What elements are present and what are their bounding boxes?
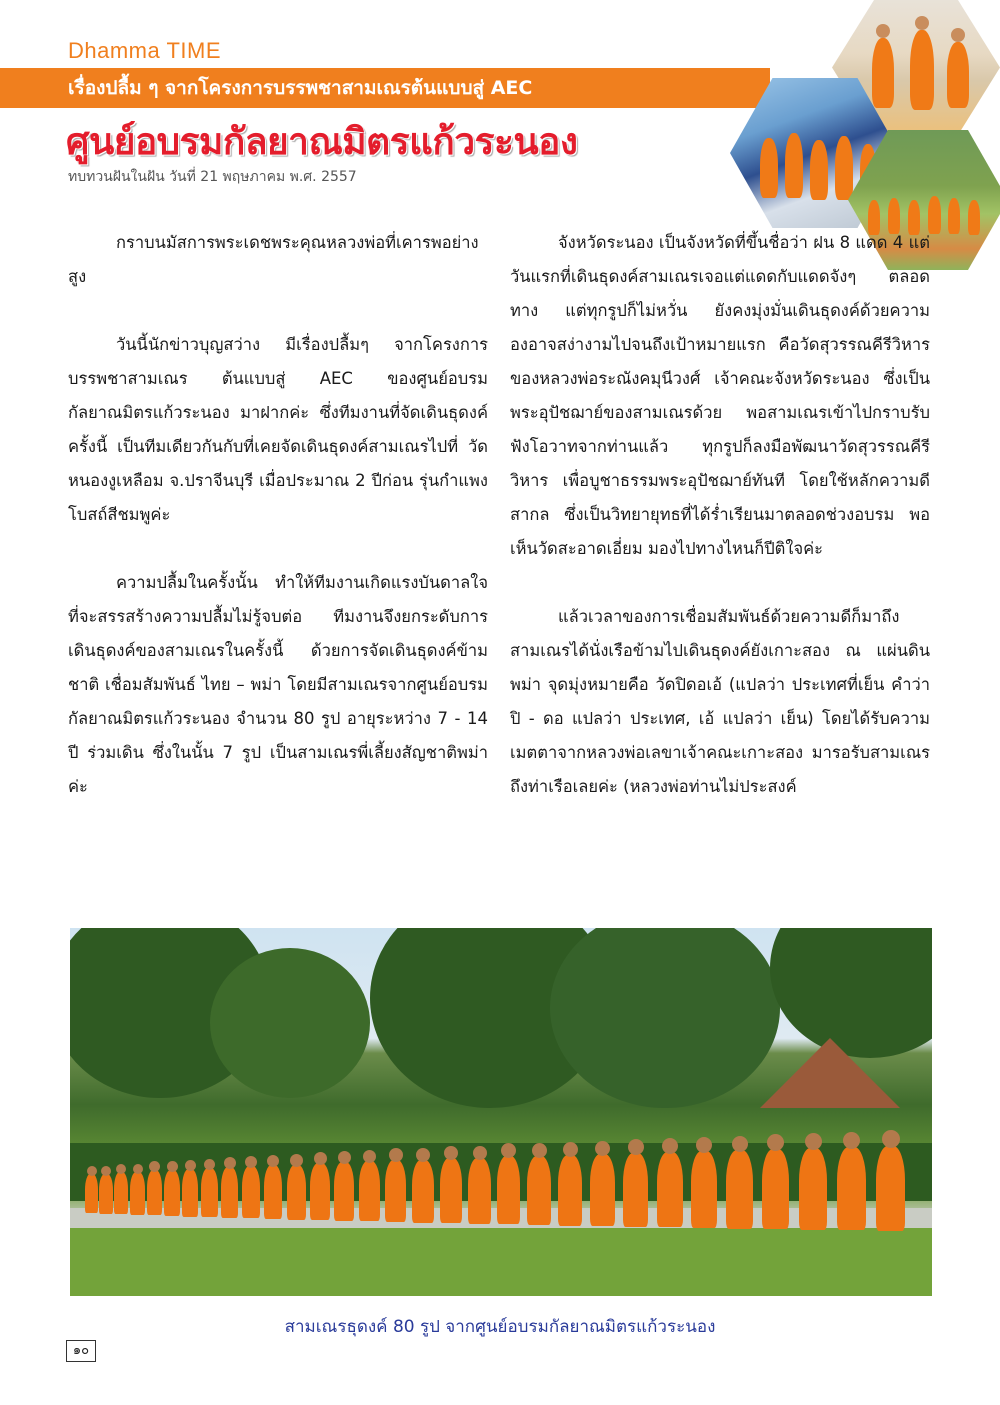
monk-figure [837,1147,866,1230]
monk-figure [657,1152,683,1227]
paragraph: จังหวัดระนอง เป็นจังหวัดที่ขึ้นชื่อว่า ฝน 8 แดด 4 แต่วันแรกที่เดินธุดงค์สามเณรเจอแต่แดดกับแดดจังๆ ตลอดทาง แต่ทุกรูปก็ไม่หวั่น ยังคงมุ่งมั่นเดินธุดงค์ด้วยความองอาจสง่างามไปจนถึงเป้าหมายแรก คือวัดสุวรรณคีรีวิหาร ของหลวงพ่อระณังคมุนีวงศ์ เจ้าคณะจังหวัดระนอง ซึ่งเป็นพระอุปัชฌาย์ของสามเณรด้วย พอสามเณรเข้าไปกราบรับฟังโอวาทจากท่านแล้ว ทุกรูปก็ลงมือพัฒนาวัดสุวรรณคีรีวิหาร เพื่อบูชาธรรมพระอุปัชฌาย์ทันที โดยใช้หลักความดีสากล ซึ่งเป็นวิทยายุทธที่ได้ร่ำเรียนมาตลอดช่วงอบรม พอเห็นวัดสะอาดเอี่ยม มองไปทางไหนก็ปีติใจค่ะ [510,233,930,558]
monk-figure [799,1148,827,1230]
monk-figure [130,1172,145,1215]
monk-figure [182,1169,198,1217]
monk-head [185,1160,196,1171]
paragraph: แล้วเวลาของการเชื่อมสัมพันธ์ด้วยความดีก็มาถึง สามเณรได้นั่งเรือข้ามไปเดินธุดงค์ยังเกาะสอง ณ แผ่นดินพม่า จุดมุ่งหมายคือ วัดปิดอเอ้ (แปลว่า ประเทศที่เย็น คำว่า ปิ - ดอ แปลว่า ประเทศ, เอ้ แปลว่า เย็น) โดยได้รับความเมตตาจากหลวงพ่อเลขาเจ้าคณะเกาะสอง มารอรับสามเณรถึงท่าเรือเลยค่ะ (หลวงพ่อท่านไม่ประสงค์ [510,607,930,796]
monk-figure [527,1156,551,1225]
monk-figure [726,1150,753,1229]
monk-figure [221,1167,238,1218]
monk-head [149,1161,160,1172]
monk-head [767,1134,784,1151]
monk-figure [85,1174,98,1213]
monk-figure [147,1170,162,1215]
monk-figure [623,1153,648,1227]
paragraph: ความปลื้มในครั้งนั้น ทำให้ทีมงานเกิดแรงบันดาลใจ ที่จะสรรสร้างความปลื้มไม่รู้จบต่อ ทีมงานจึงยกระดับการเดินธุดงค์ของสามเณรในครั้งนี้ ด้วยการจัดเดินธุดงค์ข้ามชาติ เชื่อมสัมพันธ์ ไทย – พม่า โดยมีสามเณรจากศูนย์อบรม กัลยาณมิตรแก้วระนอง จำนวน 80 รูป อายุระหว่าง 7 - 14 ปี ร่วมเดิน ซึ่งในนั้น 7 รูป เป็นสามเณรพี่เลี้ยงสัญชาติพม่าค่ะ [68,573,488,796]
photo-caption: สามเณรธุดงค์ 80 รูป จากศูนย์อบรมกัลยาณมิตรแก้วระนอง [284,1317,716,1337]
monk-figure [99,1174,113,1214]
monk-head [101,1166,111,1176]
monk-figure [468,1158,491,1224]
page-subtitle: ทบทวนฝันในฝัน วันที่ 21 พฤษภาคม พ.ศ. 2557 [68,169,357,185]
monk-head [363,1150,376,1163]
monk-figure [164,1170,180,1216]
monk-head [389,1148,403,1162]
monk-figure [440,1158,462,1223]
monk-head [843,1132,860,1149]
monk-head [473,1146,487,1160]
monk-head [662,1138,678,1154]
monk-head [732,1136,748,1152]
monk-head [133,1164,143,1174]
main-photo-monks-procession [70,928,932,1296]
monk-figure [590,1154,615,1226]
monk-head [444,1146,458,1160]
page-number: ๑๐ [66,1340,96,1362]
monk-head [805,1133,822,1150]
monk-head [338,1151,351,1164]
monk-head [245,1156,257,1168]
monk-figure [876,1146,905,1231]
monk-head [116,1164,126,1174]
page-title: ศูนย์อบรมกัลยาณมิตรแก้วระนอง [66,120,578,163]
monk-figure [201,1168,218,1217]
monk-figure [310,1163,330,1220]
monk-head [290,1154,303,1167]
article-column-left [68,226,488,838]
monk-head [628,1139,644,1155]
monk-figure [359,1161,380,1221]
monk-head [563,1142,578,1157]
monk-head [167,1161,178,1172]
monk-head [696,1137,712,1153]
article-column-right [510,226,930,838]
monk-figure [558,1155,582,1226]
monk-figure [497,1156,520,1224]
monk-head [267,1155,279,1167]
monk-figure [114,1172,128,1214]
monk-head [204,1159,215,1170]
monk-head [882,1130,900,1148]
monk-head [501,1143,516,1158]
banner-text: เรื่องปลื้ม ๆ จากโครงการบรรพชาสามเณรต้นแบบสู่ AEC [68,77,533,99]
monk-figure [412,1160,434,1223]
monk-head [87,1166,97,1176]
monk-figure [691,1151,717,1228]
monk-head [224,1157,236,1169]
paragraph: กราบนมัสการพระเดชพระคุณหลวงพ่อที่เคารพอย่างสูง [68,233,479,286]
monk-head [314,1152,327,1165]
section-label: Dhamma TIME [68,38,222,63]
monk-head [595,1141,610,1156]
monk-figure [242,1166,260,1218]
monk-figure [287,1165,306,1220]
monk-head [532,1143,547,1158]
monk-figure [762,1149,789,1229]
monk-figure [385,1160,406,1222]
monk-figure [334,1162,354,1221]
monk-figure [264,1165,282,1219]
monk-head [416,1148,430,1162]
paragraph: วันนี้นักข่าวบุญสว่าง มีเรื่องปลื้มๆ จากโครงการบรรพชาสามเณร ต้นแบบสู่ AEC ของศูนย์อบรม กัลยาณมิตรแก้วระนอง มาฝากค่ะ ซึ่งทีมงานที่จัดเดินธุดงค์ครั้งนี้ เป็นทีมเดียวกันกับที่เคยจัดเดินธุดงค์สามเณรไปที่ วัดหนองงูเหลือม จ.ปราจีนบุรี เมื่อประมาณ 2 ปีก่อน รุ่นกำแพงโบสถ์สีชมพูค่ะ [68,335,488,524]
